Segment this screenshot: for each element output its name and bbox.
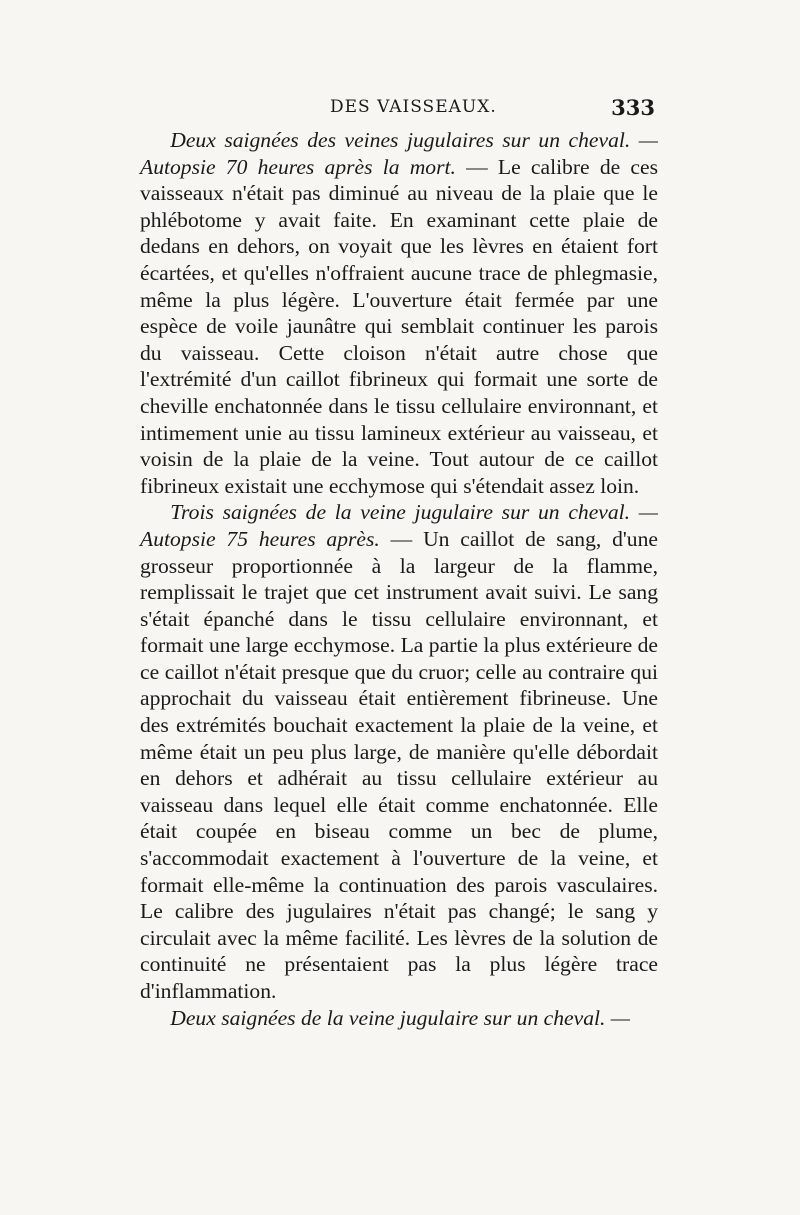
- paragraph-3: [140, 1005, 658, 1032]
- paragraph-2-heading: Trois saignées de la veine jugulaire sur un cheval. — Autopsie 75 heures après.: [140, 500, 658, 551]
- paragraph-2-text: — Un caillot de sang, d'une grosseur proportionnée à la largeur de la flamme, remplissait le trajet que cet instrument avait suivi. Le sang s'était épanché dans le tissu cellulaire environnant, et formait une large ecchymose. La partie la plus extérieure de ce caillot n'était presque que du cruor; celle au contraire qui approchait du vaisseau était entièrement fibrineuse. Une des extrémités bouchait exactement la plaie de la veine, et même était un peu plus large, de manière qu'elle débordait en dehors et adhérait au tissu cellulaire extérieur au vaisseau dans lequel elle était comme enchatonnée. Elle était coupée en biseau comme un bec de plume, s'accommodait exactement à l'ouverture de la veine, et formait elle-même la continuation des parois vasculaires. Le calibre des jugulaires n'était pas changé; le sang y circulait avec la même facilité. Les lèvres de la solution de continuité ne présentaient pas la plus légère trace d'inflammation.: [140, 526, 658, 1003]
- paragraph-1-text: — Le calibre de ces vaisseaux n'était pas diminué au niveau de la plaie que le phlébotome y avait faite. En examinant cette plaie de dedans en dehors, on voyait que les lèvres en étaient fort écartées, et qu'elles n'offraient aucune trace de phlegmasie, même la plus légère. L'ouverture était fermée par une espèce de voile jaunâtre qui semblait continuer les parois du vaisseau. Cette cloison n'était autre chose que l'extrémité d'un caillot fibrineux qui formait une sorte de cheville enchatonnée dans le tissu cellulaire environnant, et intimement unie au tissu lamineux extérieur au vaisseau, et voisin de la plaie de la veine. Tout autour de ce caillot fibrineux existait une ecchymose qui s'étendait assez loin.: [140, 154, 658, 498]
- page-number: 333: [611, 95, 655, 120]
- running-title: DES VAISSEAUX.: [330, 97, 497, 117]
- paragraph-1: [140, 127, 658, 499]
- page-header: [140, 97, 655, 127]
- paragraph-2: [140, 499, 658, 1004]
- body-text: [140, 127, 658, 1031]
- paragraph-3-heading: Deux saignées de la veine jugulaire sur un cheval. —: [170, 1005, 630, 1030]
- paragraph-1-heading: Deux saignées des veines jugulaires sur un cheval. — Autopsie 70 heures après la mort.: [140, 128, 658, 179]
